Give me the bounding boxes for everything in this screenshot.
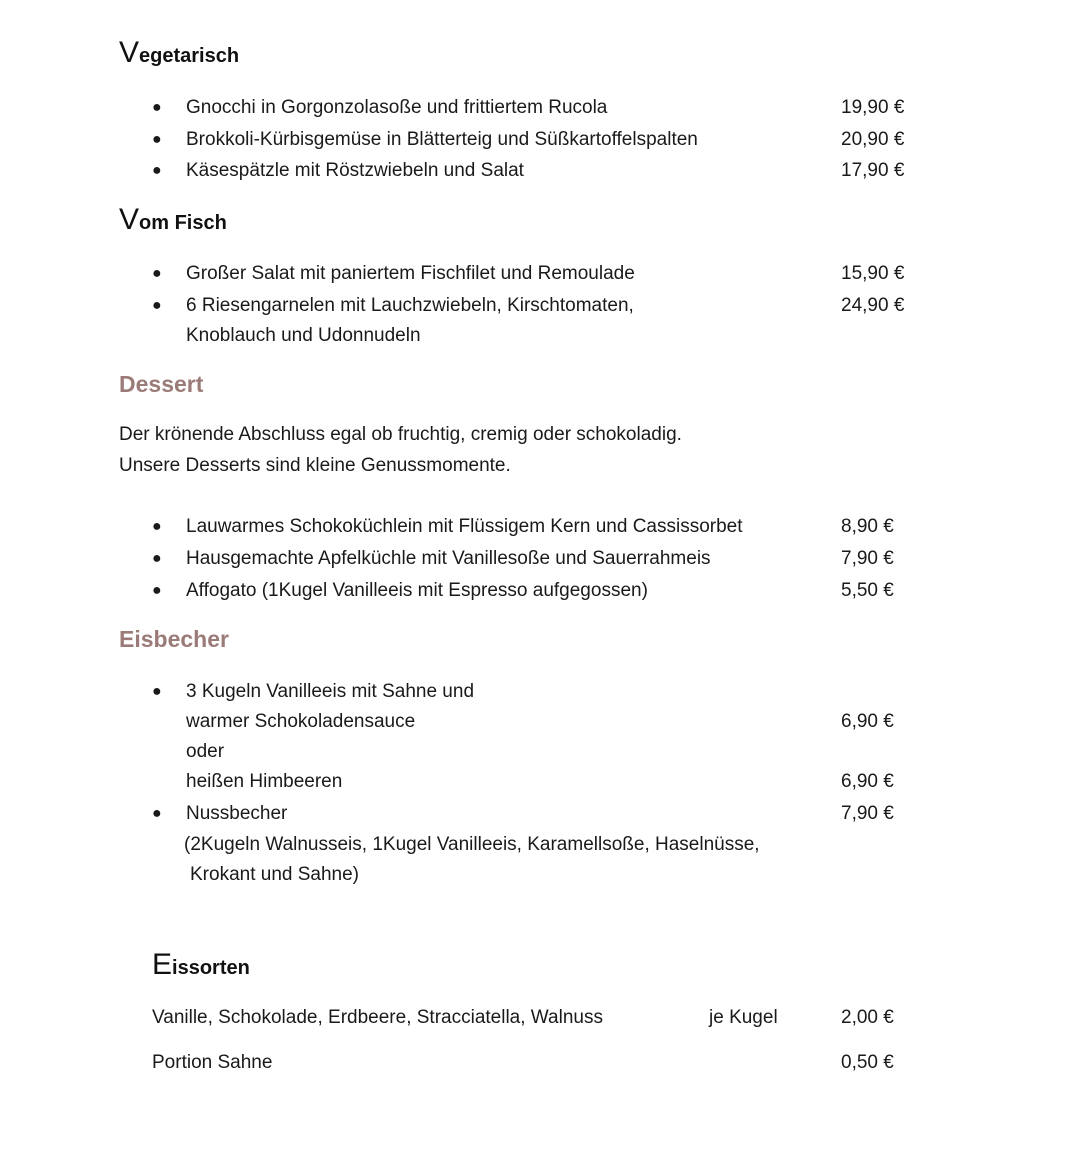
section-heading-fisch [119,205,227,238]
section-heading-vegetarisch [119,38,239,71]
dessert-intro-line: Unsere Desserts sind kleine Genussmomente. [119,455,511,476]
menu-item-name-continued: Knoblauch und Udonnudeln [186,325,421,346]
heading-rest: om Fisch [139,212,227,234]
menu-item-name: Nussbecher [186,803,288,824]
heading-rest: egetarisch [139,45,240,67]
menu-item-option: heißen Himbeeren [186,771,343,792]
bullet-icon: ● [152,683,162,700]
menu-item-name: Gnocchi in Gorgonzolasoße und frittiertem Rucola [186,97,608,118]
menu-item-name: Brokkoli-Kürbisgemüse in Blätterteig und Süßkartoffelspalten [186,129,698,150]
bullet-icon: ● [152,297,162,314]
menu-item-name: Lauwarmes Schokoküchlein mit Flüssigem Kern und Cassissorbet [186,516,743,537]
ice-flavors-list: Vanille, Schokolade, Erdbeere, Stracciatella, Walnuss [152,1007,603,1028]
menu-item-price: 0,50 € [841,1052,894,1073]
price-unit: je Kugel [709,1007,778,1028]
bullet-icon: ● [152,550,162,567]
bullet-icon: ● [152,582,162,599]
menu-item-description: Krokant und Sahne) [190,864,360,885]
section-heading-eisbecher: Eisbecher [119,626,229,652]
bullet-icon: ● [152,162,162,179]
bullet-icon: ● [152,518,162,535]
menu-item-price: 8,90 € [841,516,894,537]
menu-item-name: Käsespätzle mit Röstzwiebeln und Salat [186,160,524,181]
menu-item-price: 15,90 € [841,263,905,284]
menu-item-name: Großer Salat mit paniertem Fischfilet und Remoulade [186,263,635,284]
menu-item-price: 6,90 € [841,771,894,792]
section-heading-eissorten [152,950,250,983]
menu-item-connector: oder [186,741,225,762]
menu-item-name: Portion Sahne [152,1052,273,1073]
menu-item-price: 6,90 € [841,711,894,732]
menu-item-price: 7,90 € [841,548,894,569]
bullet-icon: ● [152,265,162,282]
bullet-icon: ● [152,99,162,116]
menu-item-description: (2Kugeln Walnusseis, 1Kugel Vanilleeis, Karamellsoße, Haselnüsse, [184,834,760,855]
dessert-intro-line: Der krönende Abschluss egal ob fruchtig, cremig oder schokoladig. [119,424,682,445]
menu-item-price: 24,90 € [841,295,905,316]
heading-initial: V [119,36,140,69]
menu-item-name: Affogato (1Kugel Vanilleeis mit Espresso aufgegossen) [186,580,648,601]
heading-rest: issorten [172,957,250,979]
menu-item-price: 7,90 € [841,803,894,824]
bullet-icon: ● [152,131,162,148]
menu-item-price: 17,90 € [841,160,905,181]
section-heading-dessert: Dessert [119,371,204,397]
menu-item-price: 19,90 € [841,97,905,118]
menu-item-price: 20,90 € [841,129,905,150]
heading-initial: V [119,203,140,236]
menu-item-name: 3 Kugeln Vanilleeis mit Sahne und [186,681,475,702]
menu-item-price: 5,50 € [841,580,894,601]
heading-initial: E [152,948,173,981]
menu-item-name: 6 Riesengarnelen mit Lauchzwiebeln, Kirschtomaten, [186,295,634,316]
menu-item-name: Hausgemachte Apfelküchle mit Vanillesoße und Sauerrahmeis [186,548,711,569]
bullet-icon: ● [152,805,162,822]
menu-item-option: warmer Schokoladensauce [186,711,416,732]
menu-item-price: 2,00 € [841,1007,894,1028]
